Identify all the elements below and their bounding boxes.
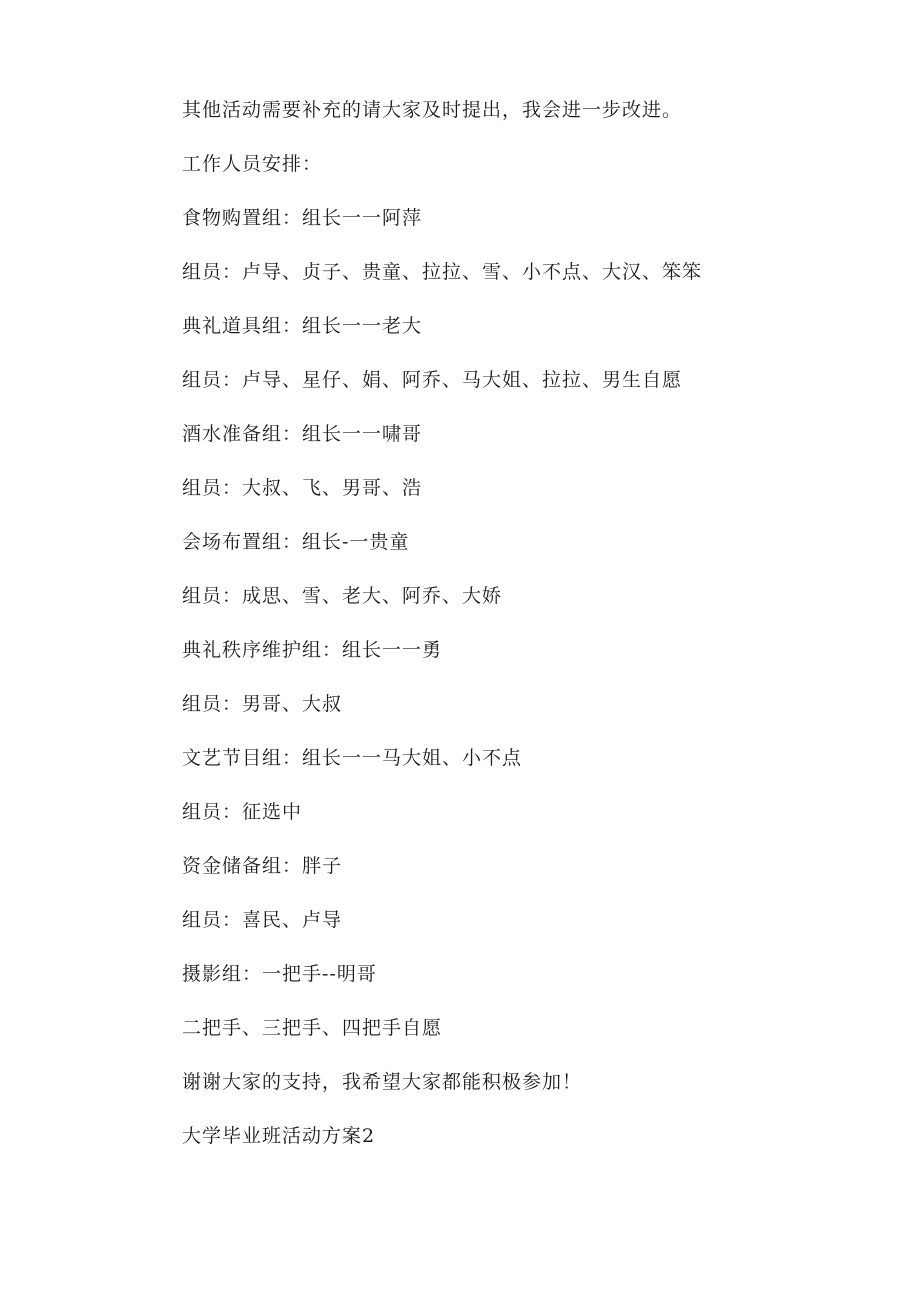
document-body	[182, 96, 702, 1176]
text-line: 二把手、三把手、四把手自愿	[182, 1017, 443, 1039]
text-line: 其他活动需要补充的请大家及时提出，我会进一步改进。	[182, 99, 683, 121]
text-line: 组员：喜民、卢导	[182, 909, 343, 931]
section-heading: 大学毕业班活动方案2	[182, 1125, 376, 1147]
text-line: 酒水准备组：组长一一啸哥	[182, 423, 423, 445]
text-line: 典礼道具组：组长一一老大	[182, 315, 423, 337]
text-line: 文艺节目组：组长一一马大姐、小不点	[182, 747, 523, 769]
text-line: 摄影组：一把手--明哥	[182, 963, 377, 985]
text-line: 组员：成思、雪、老大、阿乔、大娇	[182, 585, 503, 607]
text-line: 组员：卢导、贞子、贵童、拉拉、雪、小不点、大汉、笨笨	[182, 261, 703, 283]
text-line: 组员：征选中	[182, 801, 303, 823]
text-line: 食物购置组：组长一一阿萍	[182, 207, 423, 229]
text-line: 组员：卢导、星仔、娟、阿乔、马大姐、拉拉、男生自愿	[182, 369, 683, 391]
text-line: 会场布置组：组长-一贵童	[182, 531, 410, 553]
text-line: 组员：大叔、飞、男哥、浩	[182, 477, 423, 499]
text-line: 工作人员安排：	[182, 153, 323, 175]
text-line: 组员：男哥、大叔	[182, 693, 343, 715]
text-line: 谢谢大家的支持，我希望大家都能积极参加！	[182, 1071, 583, 1093]
text-line: 典礼秩序维护组：组长一一勇	[182, 639, 443, 661]
text-line: 资金储备组：胖子	[182, 855, 343, 877]
